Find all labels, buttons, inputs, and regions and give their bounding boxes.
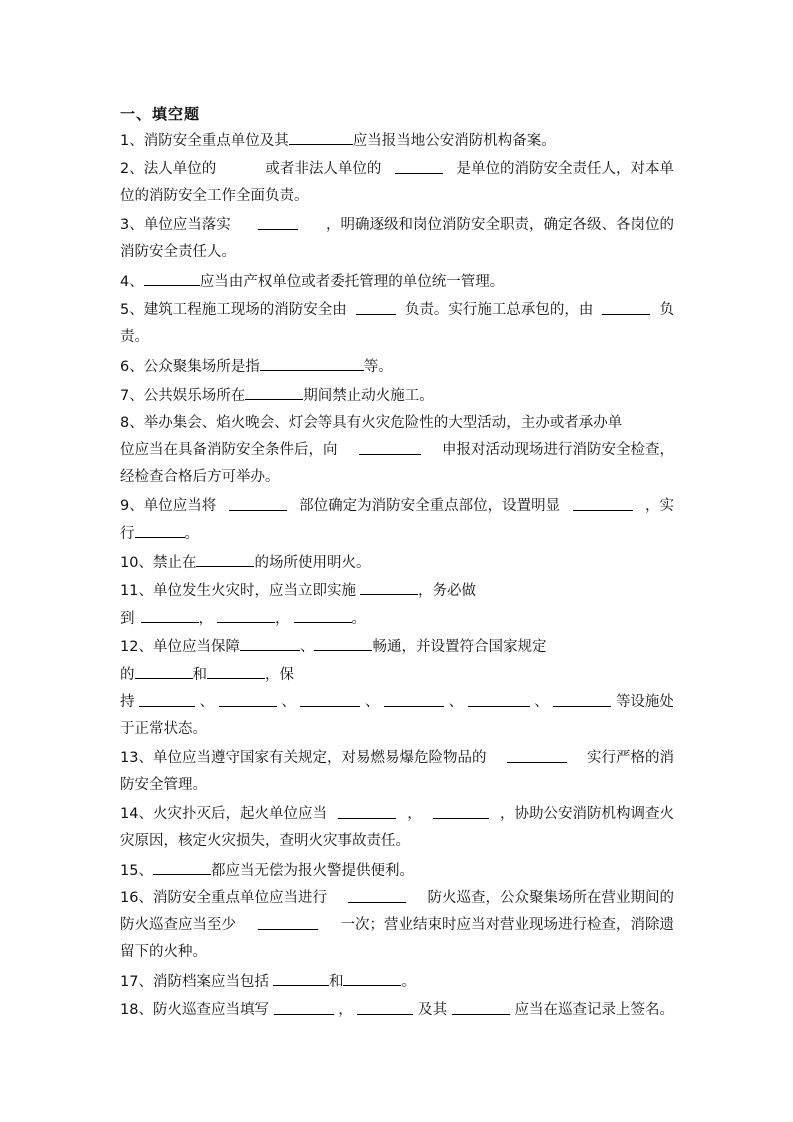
question-7: 7、公共娱乐场所在 期间禁止动火施工。 xyxy=(120,385,434,406)
question-5: 5、建筑工程施工现场的消防安全由 负责。实行施工总承包的，由 负 xyxy=(120,302,674,318)
blank[interactable] xyxy=(359,440,421,455)
blank[interactable] xyxy=(258,915,318,930)
question-8: 8、举办集会、焰火晚会、灯会等具有火灾危险性的大型活动，主办或者承办单 xyxy=(120,415,623,431)
question-13-cont: 防安全管理。 xyxy=(120,777,207,793)
blank[interactable] xyxy=(395,159,443,174)
section-title: 一、填空题 xyxy=(120,105,201,123)
question-12-cont: 的 和 ，保 xyxy=(120,664,294,685)
blank[interactable] xyxy=(294,608,352,623)
blank[interactable] xyxy=(343,971,401,986)
blank[interactable] xyxy=(141,608,199,623)
question-16: 16、消防安全重点单位应当进行 防火巡查，公众聚集场所在营业期间的 xyxy=(120,890,674,906)
question-15: 15、 都应当无偿为报火警提供便利。 xyxy=(120,860,414,881)
blank[interactable] xyxy=(573,496,633,511)
question-12-cont2: 持 、 、 、 、 、 等设施处 xyxy=(120,694,674,710)
blank[interactable] xyxy=(240,636,300,651)
blank[interactable] xyxy=(196,552,254,567)
blank[interactable] xyxy=(384,692,444,707)
blank[interactable] xyxy=(135,664,193,679)
blank[interactable] xyxy=(229,496,287,511)
blank[interactable] xyxy=(468,692,530,707)
blank[interactable] xyxy=(553,692,611,707)
blank[interactable] xyxy=(144,271,200,286)
question-9: 9、单位应当将 部位确定为消防安全重点部位，设置明显 ，实 xyxy=(120,498,674,514)
blank[interactable] xyxy=(433,804,489,819)
question-18: 18、防火巡查应当填写 ， 及其 应当在巡查记录上签名。 xyxy=(120,1002,674,1018)
question-14: 14、火灾扑灭后，起火单位应当 ， ，协助公安消防机构调查火 xyxy=(120,806,674,822)
blank[interactable] xyxy=(274,1000,334,1015)
blank[interactable] xyxy=(348,888,406,903)
question-17: 17、消防档案应当包括 和 。 xyxy=(120,971,416,992)
question-10: 10、禁止在 的场所使用明火。 xyxy=(120,552,370,573)
question-13: 13、单位应当遵守国家有关规定，对易燃易爆危险物品的 实行严格的消 xyxy=(120,750,674,766)
blank[interactable] xyxy=(135,523,185,538)
question-8-cont: 位应当在具备消防安全条件后，向 申报对活动现场进行消防安全检查， xyxy=(120,442,674,458)
blank[interactable] xyxy=(258,215,298,230)
blank[interactable] xyxy=(273,971,329,986)
blank[interactable] xyxy=(217,608,275,623)
blank[interactable] xyxy=(139,692,195,707)
blank[interactable] xyxy=(338,804,396,819)
blank-space[interactable] xyxy=(230,159,252,179)
question-1: 1、消防安全重点单位及其 应当报当地公安消防机构备案。 xyxy=(120,130,556,151)
blank[interactable] xyxy=(289,130,353,145)
blank[interactable] xyxy=(507,748,567,763)
question-3-cont: 消防安全责任人。 xyxy=(120,244,236,260)
blank[interactable] xyxy=(356,300,396,315)
question-11: 11、单位发生火灾时，应当立即实施 ，务必做 xyxy=(120,580,476,601)
blank[interactable] xyxy=(300,692,360,707)
blank[interactable] xyxy=(245,385,303,400)
question-12: 12、单位应当保障 、 畅通，并设置符合国家规定 xyxy=(120,636,546,657)
question-9-cont: 行 。 xyxy=(120,523,199,544)
blank[interactable] xyxy=(207,664,265,679)
blank[interactable] xyxy=(314,636,372,651)
question-2-cont: 位的消防安全工作全面负责。 xyxy=(120,188,309,204)
blank[interactable] xyxy=(602,300,650,315)
question-8-cont2: 经检查合格后方可举办。 xyxy=(120,469,280,485)
question-5-cont: 责。 xyxy=(120,329,149,345)
question-11-cont: 到 ， ， 。 xyxy=(120,608,366,629)
question-12-cont3: 于正常状态。 xyxy=(120,721,207,737)
question-14-cont: 灾原因，核定火灾损失，查明火灾事故责任。 xyxy=(120,833,410,849)
question-6: 6、公众聚集场所是指 等。 xyxy=(120,356,393,377)
blank[interactable] xyxy=(260,356,364,371)
question-16-cont: 防火巡查应当至少 一次；营业结束时应当对营业现场进行检查，消除遗 xyxy=(120,917,674,933)
blank[interactable] xyxy=(153,860,211,875)
blank[interactable] xyxy=(357,1000,413,1015)
blank[interactable] xyxy=(360,580,418,595)
question-4: 4、 应当由产权单位或者委托管理的单位统一管理。 xyxy=(120,271,504,292)
question-2: 2、法人单位的 或者非法人单位的 是单位的消防安全责任人，对本单 xyxy=(120,161,674,177)
blank[interactable] xyxy=(219,692,277,707)
question-16-cont2: 留下的火种。 xyxy=(120,944,207,960)
blank[interactable] xyxy=(452,1000,510,1015)
question-3: 3、单位应当落实 ，明确逐级和岗位消防安全职责，确定各级、各岗位的 xyxy=(120,217,674,233)
